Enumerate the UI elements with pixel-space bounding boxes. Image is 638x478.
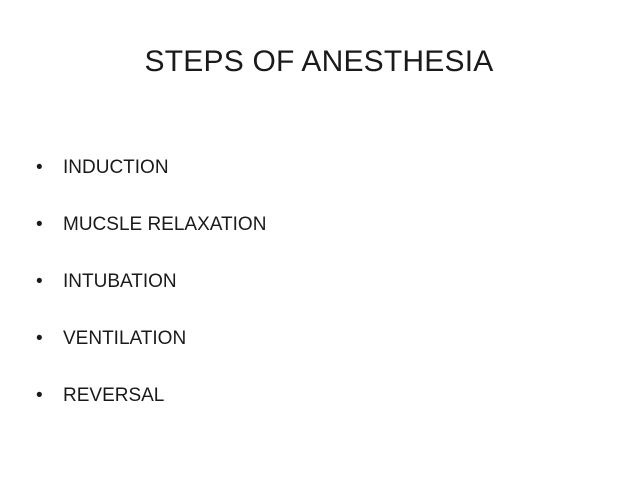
slide-title: STEPS OF ANESTHESIA	[144, 45, 494, 78]
bullet-marker: •	[36, 157, 43, 178]
bullet-text: MUCSLE RELAXATION	[63, 213, 267, 235]
bullet-marker: •	[36, 214, 43, 235]
bullet-text: INDUCTION	[63, 156, 169, 178]
bullet-text: INTUBATION	[63, 270, 177, 292]
bullet-marker: •	[36, 271, 43, 292]
bullet-item-induction	[36, 139, 266, 196]
bullet-text: VENTILATION	[63, 327, 187, 349]
bullet-item-muscle-relaxation	[36, 196, 266, 253]
bullet-marker: •	[36, 328, 43, 349]
bullet-marker: •	[36, 385, 43, 406]
bullet-item-reversal	[36, 367, 266, 424]
bullet-item-ventilation	[36, 310, 266, 367]
bullet-list	[36, 139, 266, 424]
bullet-item-intubation	[36, 253, 266, 310]
bullet-text: REVERSAL	[63, 384, 165, 406]
